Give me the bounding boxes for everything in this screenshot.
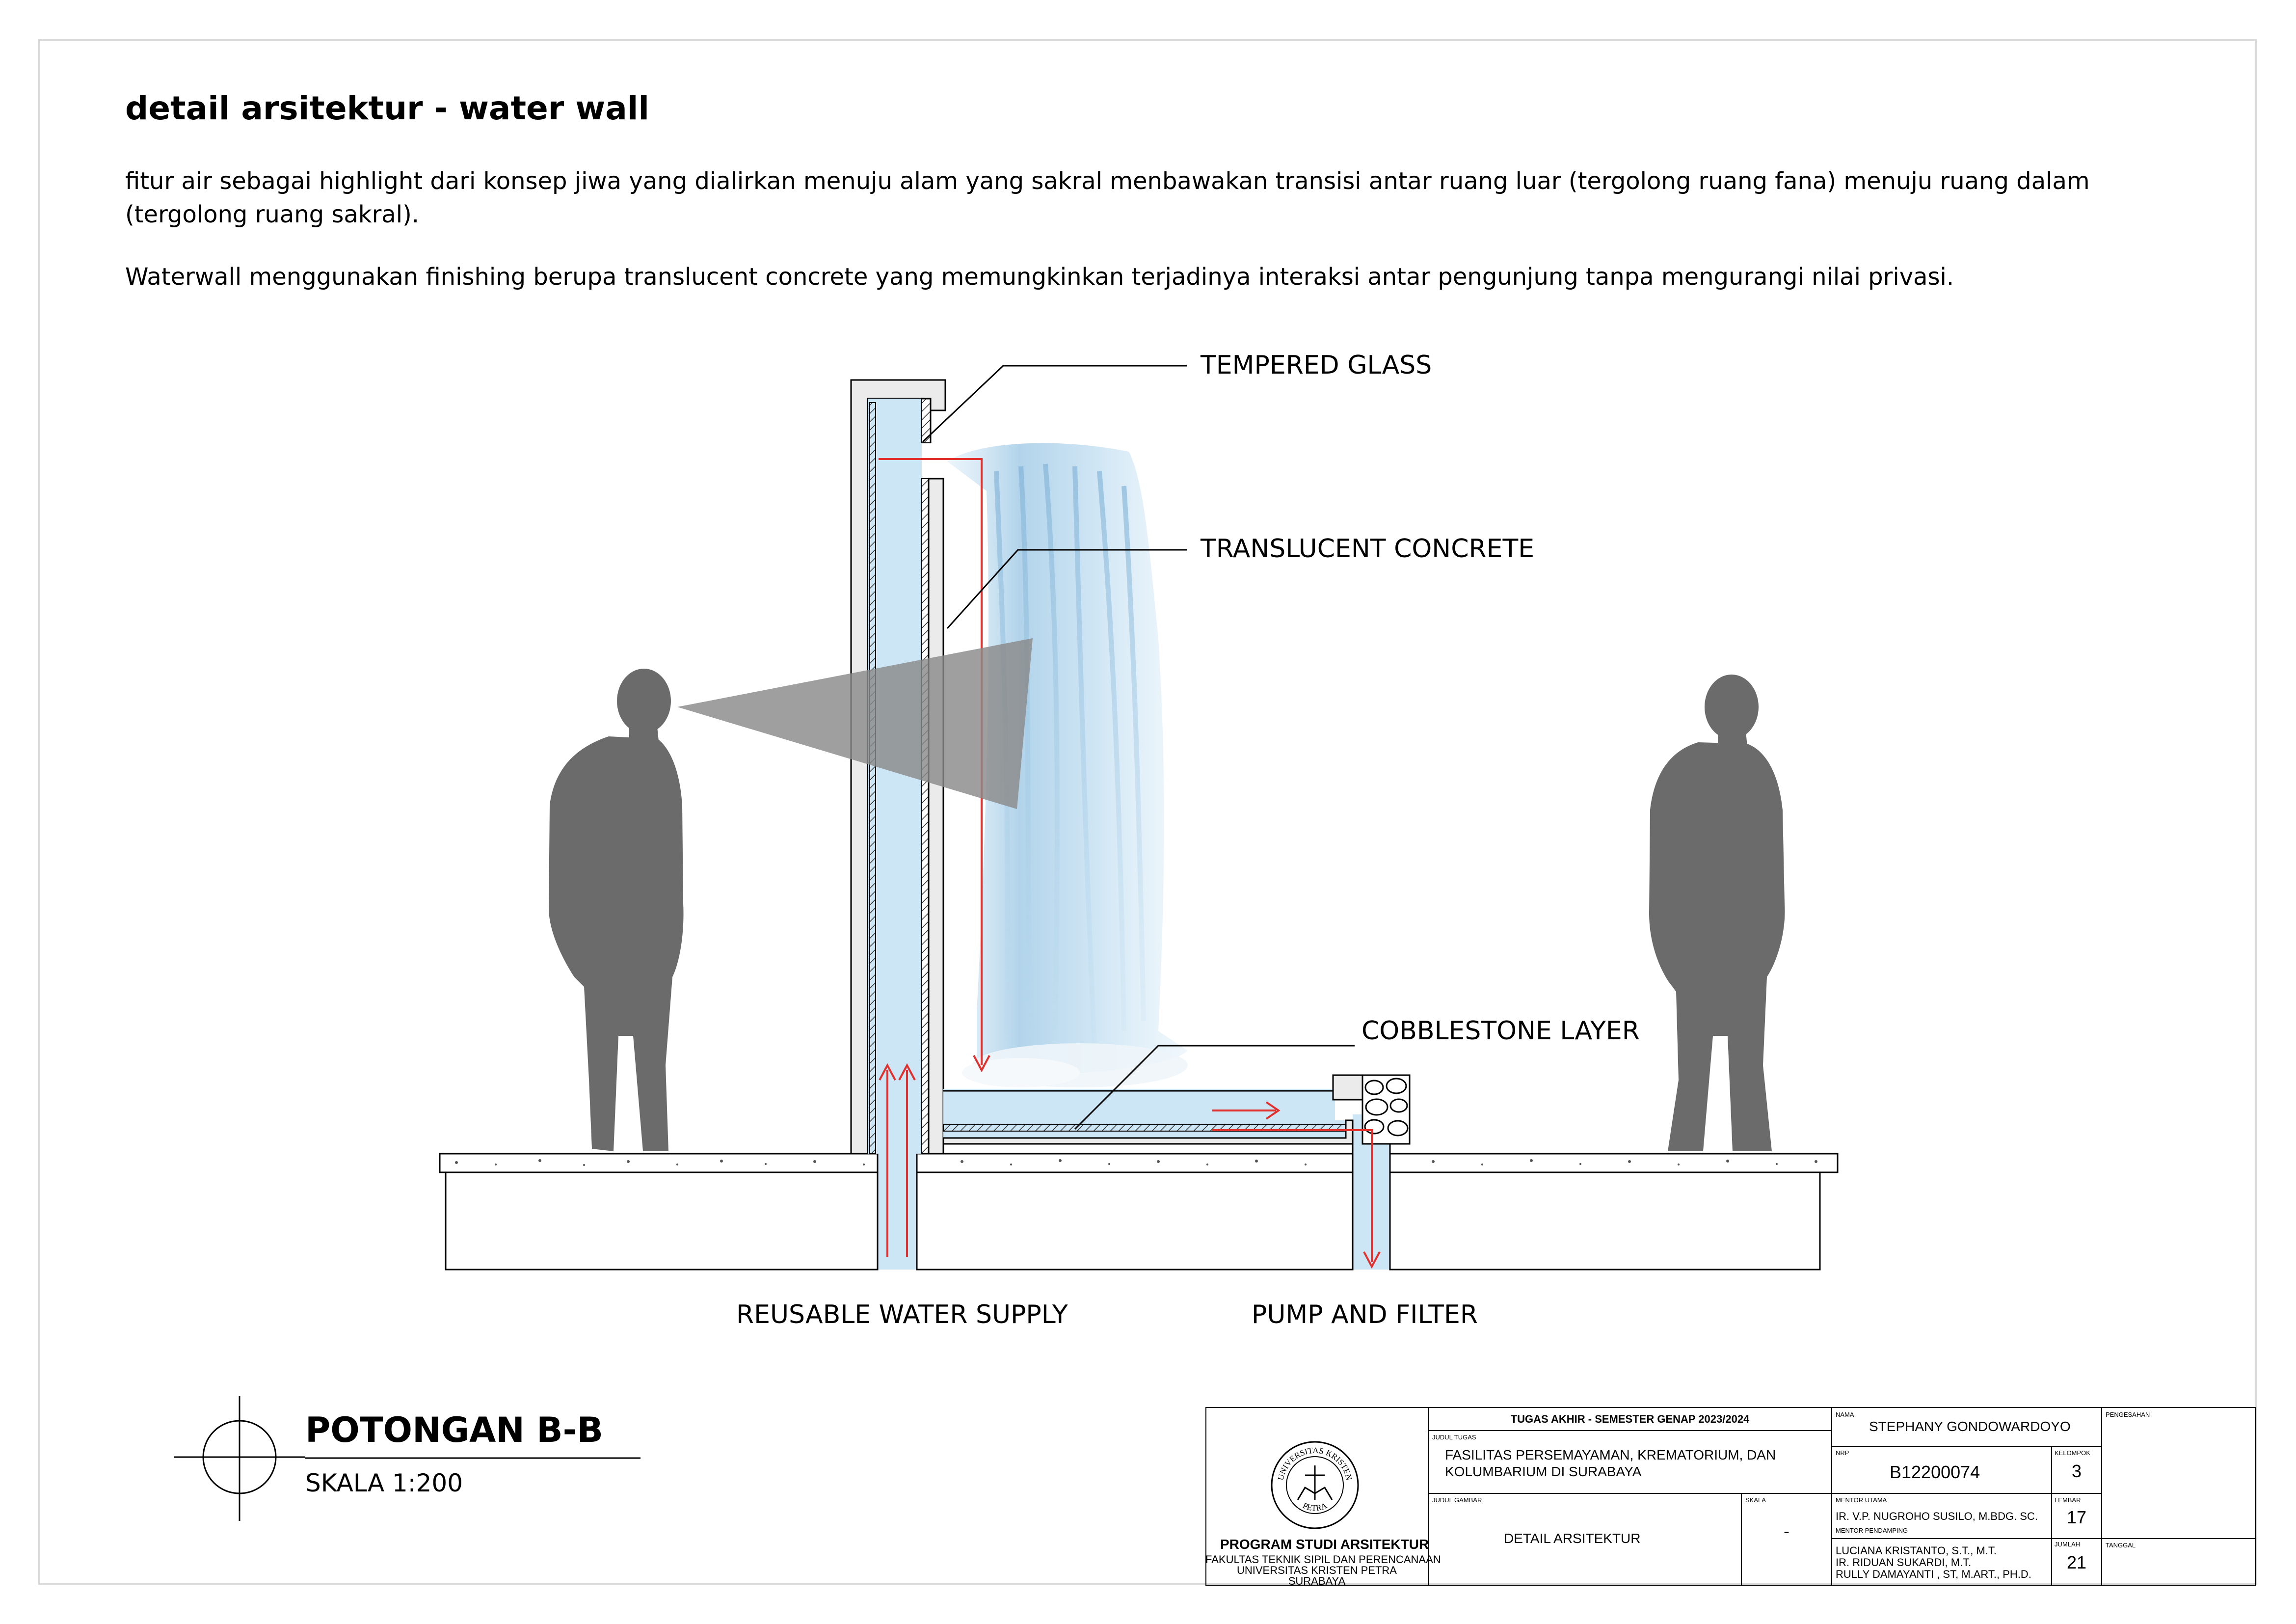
tanggal-label: TANGGAL [2106,1542,2136,1549]
skala-value: - [1784,1521,1789,1541]
jumlah-label: JUMLAH [2055,1541,2081,1548]
description-paragraph-1: fitur air sebagai highlight dari konsep jiwa yang dialirkan menuju alam yang sakral menbawakan transisi antar ruang luar (tergolong ruang fana) menuju ruang dalam (tergolong ruang sakral). [125,167,2090,228]
judul-tugas-line1: FASILITAS PERSEMAYAMAN, KREMATORIUM, DAN [1445,1447,1776,1462]
kelompok-value: 3 [2071,1461,2082,1481]
label-cobblestone-layer: COBBLESTONE LAYER [1362,1016,1640,1046]
svg-text:PETRA: PETRA [1301,1500,1329,1513]
lembar-label: LEMBAR [2055,1496,2081,1504]
judul-tugas-label: JUDUL TUGAS [1432,1434,1476,1441]
mentor-pendamping-3: RULLY DAMAYANTI , ST, M.ART., PH.D. [1836,1568,2031,1580]
person-silhouette-right [1649,675,1785,1151]
course-title: TUGAS AKHIR - SEMESTER GENAP 2023/2024 [1510,1413,1750,1425]
mentor-pendamping-1: LUCIANA KRISTANTO, S.T., M.T. [1836,1544,1997,1557]
mentor-pendamping-label: MENTOR PENDAMPING [1836,1527,1908,1534]
ground-slab [440,1154,1838,1270]
mentor-utama-label: MENTOR UTAMA [1836,1496,1887,1504]
faculty-name: FAKULTAS TEKNIK SIPIL DAN PERENCANAAN [1205,1553,1441,1566]
title-block [1205,1407,2256,1586]
lembar-value: 17 [2066,1507,2087,1527]
nama-value: STEPHANY GONDOWARDOYO [1869,1419,2071,1434]
label-pump-and-filter: PUMP AND FILTER [1252,1300,1478,1329]
section-scale: SKALA 1:200 [305,1469,463,1497]
skala-label: SKALA [1745,1496,1766,1504]
nama-label: NAMA [1836,1411,1854,1418]
university-name: UNIVERSITAS KRISTEN PETRA [1237,1564,1397,1576]
page-title: detail arsitektur - water wall [125,89,650,127]
city-name: SURABAYA [1288,1575,1346,1587]
label-translucent-concrete: TRANSLUCENT CONCRETE [1201,534,1535,564]
nrp-value: B12200074 [1890,1462,1980,1482]
pengesahan-label: PENGESAHAN [2106,1411,2150,1418]
label-reusable-water-supply: REUSABLE WATER SUPPLY [736,1300,1068,1329]
section-title: POTONGAN B-B [305,1410,603,1450]
judul-gambar-label: JUDUL GAMBAR [1432,1496,1482,1504]
label-tempered-glass: TEMPERED GLASS [1201,351,1432,380]
university-logo [1268,1438,1362,1532]
judul-tugas-line2: KOLUMBARIUM DI SURABAYA [1445,1464,1642,1479]
judul-gambar-value: DETAIL ARSITEKTUR [1504,1531,1641,1546]
nrp-label: NRP [1836,1449,1849,1457]
description-paragraph-2: Waterwall menggunakan finishing berupa translucent concrete yang memungkinkan terjadinya interaksi antar pengunjung tanpa mengurangi nilai privasi. [125,263,1954,291]
program-name: PROGRAM STUDI ARSITEKTUR [1220,1537,1429,1552]
mentor-pendamping-2: IR. RIDUAN SUKARDI, M.T. [1836,1556,1972,1569]
mentor-utama-value: IR. V.P. NUGROHO SUSILO, M.BDG. SC. [1836,1510,2038,1522]
kelompok-label: KELOMPOK [2055,1449,2090,1457]
jumlah-value: 21 [2066,1552,2087,1572]
cobblestone-fill [1362,1075,1410,1144]
svg-text:UNIVERSITAS KRISTEN: UNIVERSITAS KRISTEN [1276,1445,1354,1482]
person-silhouette-left [549,669,684,1151]
